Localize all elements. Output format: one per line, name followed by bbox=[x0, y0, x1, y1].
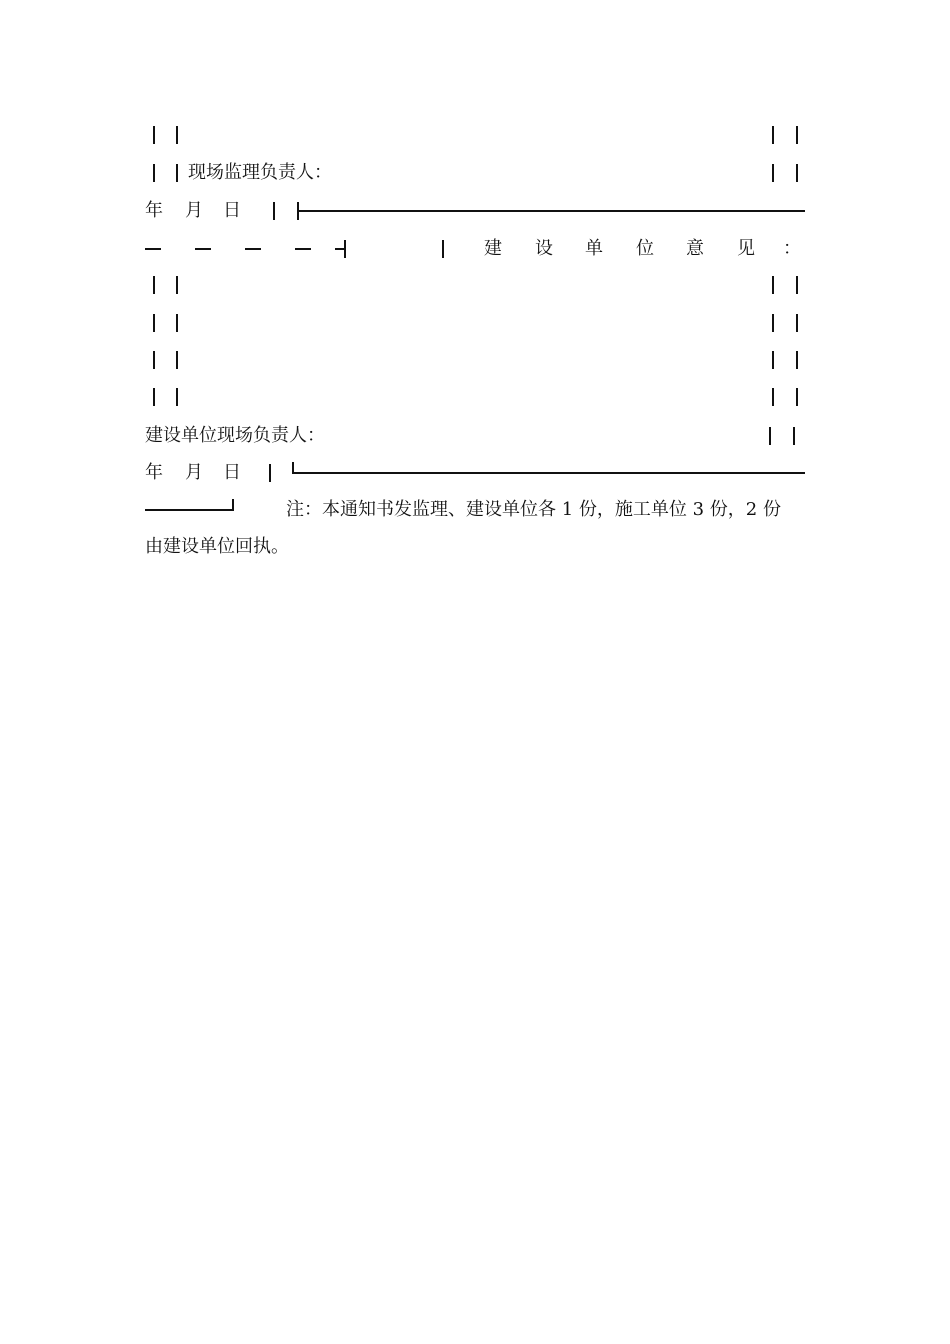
form-row-empty bbox=[145, 347, 807, 373]
date-year: 年 bbox=[145, 462, 163, 483]
note-line-1: 注：本通知书发监理、建设单位各 1 份，施工单位 3 份，2 份 bbox=[286, 499, 781, 520]
heading-char: 单 bbox=[585, 238, 603, 259]
date-year: 年 bbox=[145, 200, 163, 221]
right-border-marks bbox=[772, 314, 800, 332]
form-row-empty bbox=[145, 122, 807, 148]
date-day: 日 bbox=[223, 200, 241, 221]
left-border-marks bbox=[145, 126, 173, 144]
left-border-marks bbox=[145, 351, 173, 369]
dash-segment bbox=[195, 248, 211, 250]
note-paragraph bbox=[145, 491, 807, 565]
left-border-marks bbox=[145, 164, 173, 182]
right-border-marks bbox=[772, 276, 800, 294]
form-row-empty bbox=[145, 310, 807, 336]
heading-char: 建 bbox=[484, 238, 502, 259]
border-mark bbox=[273, 202, 275, 220]
right-border-marks bbox=[772, 351, 800, 369]
right-border-marks bbox=[772, 164, 800, 182]
form-row-supervisor-date bbox=[145, 198, 807, 224]
owner-rep-label: 建设单位现场负责人： bbox=[145, 425, 325, 446]
heading-char: 意 bbox=[686, 238, 704, 259]
form-row-owner-opinion bbox=[145, 236, 807, 262]
right-border-marks bbox=[769, 427, 797, 445]
left-border-marks bbox=[145, 388, 173, 406]
border-mark bbox=[442, 240, 444, 258]
bottom-border-line bbox=[292, 472, 805, 474]
date-month: 月 bbox=[185, 200, 203, 221]
divider-joint bbox=[344, 240, 346, 258]
heading-char: ： bbox=[783, 238, 801, 259]
dash-segment bbox=[295, 248, 311, 250]
left-border-marks bbox=[145, 276, 173, 294]
heading-char: 见 bbox=[737, 238, 755, 259]
right-border-marks bbox=[772, 388, 800, 406]
border-mark bbox=[269, 464, 271, 482]
right-border-marks bbox=[772, 126, 800, 144]
form-row-empty bbox=[145, 272, 807, 298]
dash-segment bbox=[245, 248, 261, 250]
divider-line bbox=[297, 210, 805, 212]
form-row-empty bbox=[145, 384, 807, 410]
supervisor-label: 现场监理负责人： bbox=[188, 162, 332, 183]
heading-char: 位 bbox=[636, 238, 654, 259]
form-row-supervisor bbox=[145, 160, 807, 186]
form-row-owner-date bbox=[145, 460, 807, 486]
form-row-owner-rep bbox=[145, 423, 807, 449]
note-line-2: 由建设单位回执。 bbox=[145, 536, 289, 557]
date-day: 日 bbox=[223, 462, 241, 483]
left-border-marks bbox=[145, 314, 173, 332]
date-month: 月 bbox=[185, 462, 203, 483]
heading-char: 设 bbox=[535, 238, 553, 259]
dash-segment bbox=[145, 248, 161, 250]
